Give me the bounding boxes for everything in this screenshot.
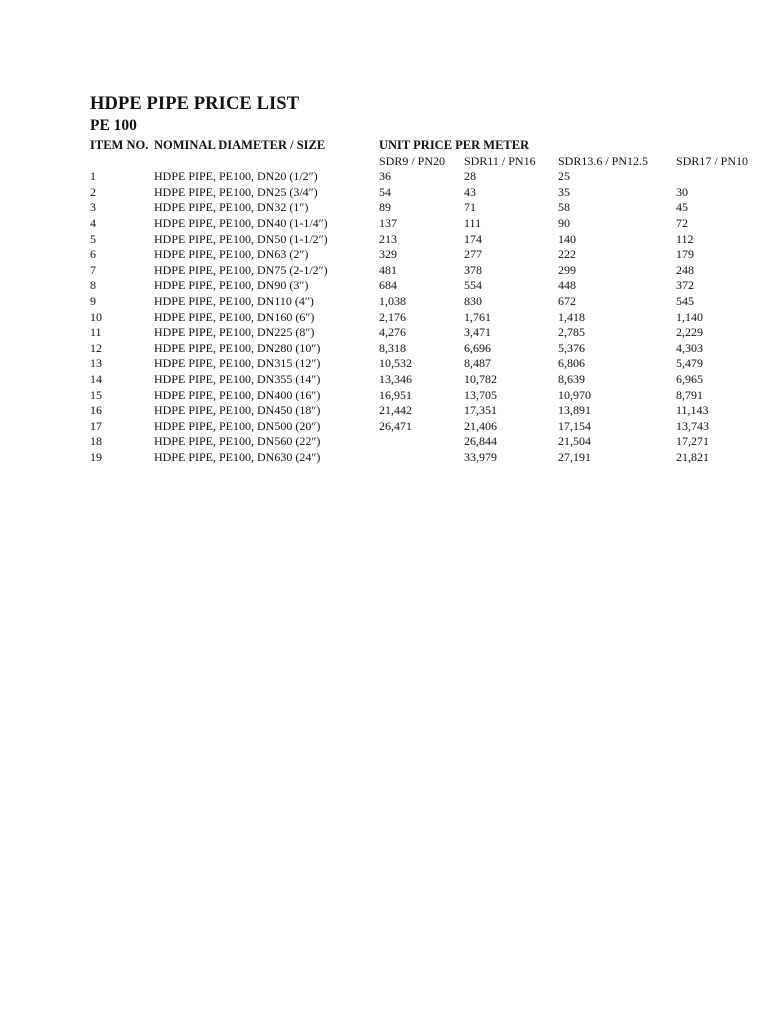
price-sdr13-6: 1,418 bbox=[558, 309, 585, 324]
price-sdr9: 329 bbox=[379, 247, 397, 262]
item-description: HDPE PIPE, PE100, DN50 (1-1/2″) bbox=[154, 231, 328, 246]
table-row bbox=[90, 434, 760, 450]
item-description: HDPE PIPE, PE100, DN225 (8″) bbox=[154, 325, 315, 340]
price-sdr13-6: 90 bbox=[558, 215, 570, 230]
price-sdr11: 277 bbox=[464, 247, 482, 262]
price-sdr11: 43 bbox=[464, 184, 476, 199]
price-sdr11: 10,782 bbox=[464, 371, 497, 386]
price-list-document bbox=[90, 93, 760, 465]
price-sdr17: 372 bbox=[676, 278, 694, 293]
price-sdr13-6: 13,891 bbox=[558, 403, 591, 418]
item-description: HDPE PIPE, PE100, DN355 (14″) bbox=[154, 371, 321, 386]
table-row bbox=[90, 263, 760, 279]
price-sdr17: 6,965 bbox=[676, 371, 703, 386]
table-row bbox=[90, 185, 760, 201]
item-description: HDPE PIPE, PE100, DN280 (10″) bbox=[154, 340, 321, 355]
price-sdr17: 248 bbox=[676, 262, 694, 277]
price-sdr11: 3,471 bbox=[464, 325, 491, 340]
price-sdr17: 2,229 bbox=[676, 325, 703, 340]
price-sdr9: 8,318 bbox=[379, 340, 406, 355]
price-sdr11: 6,696 bbox=[464, 340, 491, 355]
price-sdr9: 26,471 bbox=[379, 418, 412, 433]
item-number: 9 bbox=[90, 293, 96, 308]
item-description: HDPE PIPE, PE100, DN90 (3″) bbox=[154, 278, 309, 293]
price-sdr9: 54 bbox=[379, 184, 391, 199]
price-sdr13-6: 17,154 bbox=[558, 418, 591, 433]
table-row bbox=[90, 169, 760, 185]
price-sdr13-6: 448 bbox=[558, 278, 576, 293]
header-item-no: ITEM NO. bbox=[90, 138, 149, 152]
item-number: 19 bbox=[90, 449, 102, 464]
price-sdr17: 30 bbox=[676, 184, 688, 199]
price-sdr9: 89 bbox=[379, 200, 391, 215]
price-sdr11: 26,844 bbox=[464, 434, 497, 449]
table-row bbox=[90, 419, 760, 435]
price-sdr11: 13,705 bbox=[464, 387, 497, 402]
price-sdr11: 378 bbox=[464, 262, 482, 277]
price-sdr9: 1,038 bbox=[379, 293, 406, 308]
item-description: HDPE PIPE, PE100, DN40 (1-1/4″) bbox=[154, 215, 328, 230]
price-sdr17: 1,140 bbox=[676, 309, 703, 324]
price-sdr13-6: 6,806 bbox=[558, 356, 585, 371]
table-row bbox=[90, 325, 760, 341]
price-sdr11: 830 bbox=[464, 293, 482, 308]
price-sdr13-6: 5,376 bbox=[558, 340, 585, 355]
item-description: HDPE PIPE, PE100, DN75 (2-1/2″) bbox=[154, 262, 328, 277]
price-sdr17: 545 bbox=[676, 293, 694, 308]
price-sdr11: 17,351 bbox=[464, 403, 497, 418]
header-unit-price: UNIT PRICE PER METER bbox=[379, 138, 530, 152]
table-row bbox=[90, 247, 760, 263]
item-description: HDPE PIPE, PE100, DN450 (18″) bbox=[154, 403, 321, 418]
price-sdr9: 481 bbox=[379, 262, 397, 277]
item-number: 13 bbox=[90, 356, 102, 371]
price-sdr11: 554 bbox=[464, 278, 482, 293]
price-sdr13-6: 299 bbox=[558, 262, 576, 277]
price-sdr9: 10,532 bbox=[379, 356, 412, 371]
price-sdr9: 13,346 bbox=[379, 371, 412, 386]
price-sdr9: 137 bbox=[379, 215, 397, 230]
table-row bbox=[90, 450, 760, 466]
price-sdr13-6: 35 bbox=[558, 184, 570, 199]
table-row bbox=[90, 232, 760, 248]
item-number: 5 bbox=[90, 231, 96, 246]
price-sdr17: 72 bbox=[676, 215, 688, 230]
price-sdr13-6: 140 bbox=[558, 231, 576, 246]
item-description: HDPE PIPE, PE100, DN32 (1″) bbox=[154, 200, 309, 215]
price-sdr17: 179 bbox=[676, 247, 694, 262]
price-sdr9: 21,442 bbox=[379, 403, 412, 418]
header-nominal-diameter: NOMINAL DIAMETER / SIZE bbox=[154, 138, 326, 152]
price-sdr13-6: 2,785 bbox=[558, 325, 585, 340]
price-sdr13-6: 672 bbox=[558, 293, 576, 308]
item-description: HDPE PIPE, PE100, DN25 (3/4″) bbox=[154, 184, 318, 199]
item-number: 16 bbox=[90, 403, 102, 418]
table-row bbox=[90, 388, 760, 404]
price-sdr17: 112 bbox=[676, 231, 694, 246]
price-sdr17: 21,821 bbox=[676, 449, 709, 464]
price-sdr13-6: 8,639 bbox=[558, 371, 585, 386]
subheader-sdr17: SDR17 / PN10 bbox=[676, 153, 749, 168]
price-sdr13-6: 58 bbox=[558, 200, 570, 215]
subheader-sdr11: SDR11 / PN16 bbox=[464, 153, 536, 168]
price-sdr11: 21,406 bbox=[464, 418, 497, 433]
item-number: 6 bbox=[90, 247, 96, 262]
item-number: 2 bbox=[90, 184, 96, 199]
item-number: 12 bbox=[90, 340, 102, 355]
item-number: 1 bbox=[90, 169, 96, 184]
price-sdr17: 4,303 bbox=[676, 340, 703, 355]
item-number: 10 bbox=[90, 309, 102, 324]
item-description: HDPE PIPE, PE100, DN63 (2″) bbox=[154, 247, 309, 262]
table-row bbox=[90, 278, 760, 294]
table-row bbox=[90, 294, 760, 310]
price-sdr17: 45 bbox=[676, 200, 688, 215]
item-number: 7 bbox=[90, 262, 96, 277]
price-sdr17: 13,743 bbox=[676, 418, 709, 433]
item-description: HDPE PIPE, PE100, DN110 (4″) bbox=[154, 293, 314, 308]
price-sdr9: 2,176 bbox=[379, 309, 406, 324]
item-description: HDPE PIPE, PE100, DN630 (24″) bbox=[154, 449, 321, 464]
price-sdr9: 4,276 bbox=[379, 325, 406, 340]
price-sdr13-6: 27,191 bbox=[558, 449, 591, 464]
item-description: HDPE PIPE, PE100, DN315 (12″) bbox=[154, 356, 321, 371]
table-row bbox=[90, 216, 760, 232]
document-subtitle: PE 100 bbox=[90, 117, 137, 134]
item-number: 14 bbox=[90, 371, 102, 386]
price-sdr11: 33,979 bbox=[464, 449, 497, 464]
price-sdr11: 8,487 bbox=[464, 356, 491, 371]
item-number: 3 bbox=[90, 200, 96, 215]
table-row bbox=[90, 341, 760, 357]
price-sdr13-6: 10,970 bbox=[558, 387, 591, 402]
price-sdr17: 11,143 bbox=[676, 403, 709, 418]
subheader-sdr13-6: SDR13.6 / PN12.5 bbox=[558, 153, 649, 168]
item-number: 4 bbox=[90, 215, 96, 230]
price-sdr11: 28 bbox=[464, 169, 476, 184]
item-number: 15 bbox=[90, 387, 102, 402]
document-title: HDPE PIPE PRICE LIST bbox=[90, 94, 300, 114]
price-sdr17: 17,271 bbox=[676, 434, 709, 449]
price-sdr17: 5,479 bbox=[676, 356, 703, 371]
price-sdr11: 174 bbox=[464, 231, 482, 246]
item-number: 11 bbox=[90, 325, 102, 340]
price-sdr9: 16,951 bbox=[379, 387, 412, 402]
table-body bbox=[90, 169, 760, 465]
item-number: 17 bbox=[90, 418, 102, 433]
table-row bbox=[90, 356, 760, 372]
table-subheader-row bbox=[90, 154, 760, 170]
table-header-row bbox=[90, 138, 760, 154]
price-sdr13-6: 222 bbox=[558, 247, 576, 262]
table-row bbox=[90, 372, 760, 388]
item-number: 18 bbox=[90, 434, 102, 449]
item-description: HDPE PIPE, PE100, DN500 (20″) bbox=[154, 418, 321, 433]
item-description: HDPE PIPE, PE100, DN20 (1/2″) bbox=[154, 169, 318, 184]
price-sdr11: 71 bbox=[464, 200, 476, 215]
subheader-sdr9: SDR9 / PN20 bbox=[379, 153, 446, 168]
price-sdr11: 1,761 bbox=[464, 309, 491, 324]
price-sdr13-6: 21,504 bbox=[558, 434, 591, 449]
table-row bbox=[90, 403, 760, 419]
price-sdr9: 684 bbox=[379, 278, 397, 293]
price-sdr13-6: 25 bbox=[558, 169, 570, 184]
table-row bbox=[90, 310, 760, 326]
item-number: 8 bbox=[90, 278, 96, 293]
price-sdr17: 8,791 bbox=[676, 387, 703, 402]
item-description: HDPE PIPE, PE100, DN400 (16″) bbox=[154, 387, 321, 402]
table-row bbox=[90, 200, 760, 216]
item-description: HDPE PIPE, PE100, DN560 (22″) bbox=[154, 434, 321, 449]
price-sdr11: 111 bbox=[464, 215, 482, 230]
price-sdr9: 36 bbox=[379, 169, 391, 184]
price-sdr9: 213 bbox=[379, 231, 397, 246]
item-description: HDPE PIPE, PE100, DN160 (6″) bbox=[154, 309, 315, 324]
